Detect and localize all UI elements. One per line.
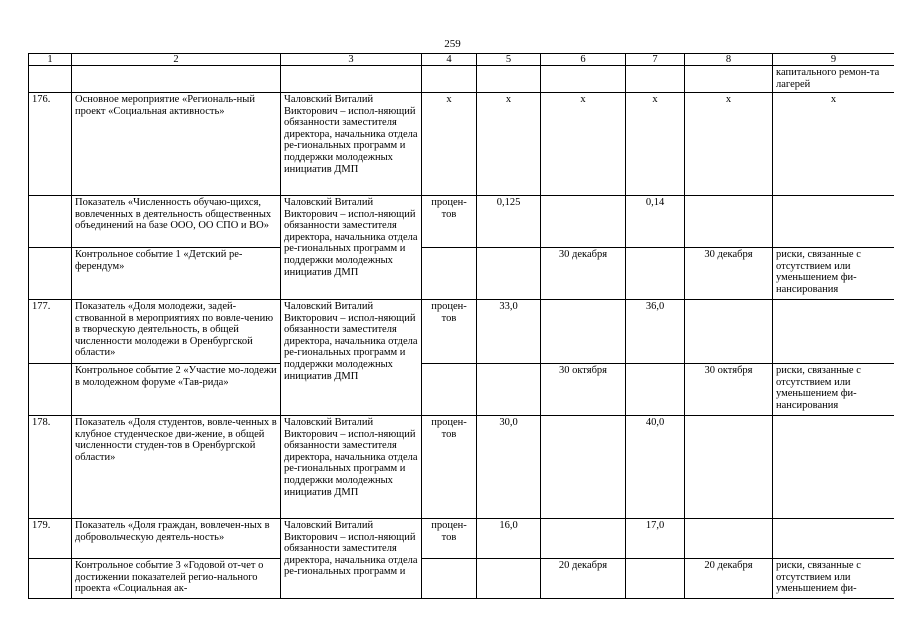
responsible-cell: Чаловский Виталий Викторович – испол-няющий обязанности заместителя директора, начальника отдела ре-гиональных программ и поддержки молодежных инициатив ДМП [281,416,422,519]
table-row [29,300,895,364]
unit-cell: процен-тов [422,196,477,248]
value-cell: 0,125 [477,196,541,248]
item-name: Основное мероприятие «Региональ-ный проект «Социальная активность» [72,93,281,196]
x-mark: х [626,93,685,196]
col-header-3: 3 [281,54,422,66]
item-name: Показатель «Доля студентов, вовле-ченных в клубное студенческое дви-жение, в общей численности студен-тов в Оренбургской области» [72,416,281,519]
table-row [29,66,895,93]
column-number-row [29,54,895,66]
date-cell: 20 декабря [541,559,626,599]
table-row [29,248,895,300]
date-cell: 30 октября [685,364,773,416]
date-cell: 20 декабря [685,559,773,599]
unit-cell: процен-тов [422,416,477,519]
value-cell: 40,0 [626,416,685,519]
date-cell: 30 декабря [541,248,626,300]
item-name: Контрольное событие 3 «Годовой от-чет о достижении показателей регио-нального проекта «Социальная ак- [72,559,281,599]
row-number: 176. [29,93,72,196]
col-header-1: 1 [29,54,72,66]
unit-cell: процен-тов [422,519,477,559]
col-header-6: 6 [541,54,626,66]
row-number: 177. [29,300,72,364]
row-number: 178. [29,416,72,519]
col-header-4: 4 [422,54,477,66]
col-header-7: 7 [626,54,685,66]
risk-cell: риски, связанные с отсутствием или уменьшением фи- [773,559,895,599]
responsible-cell: Чаловский Виталий Викторович – испол-няющий обязанности заместителя директора, начальника отдела ре-гиональных программ и [281,519,422,599]
x-mark: х [541,93,626,196]
item-name: Показатель «Численность обучаю-щихся, вовлеченных в деятельность общественных объединений на базе ООО, ОО СПО и ВО» [72,196,281,248]
x-mark: х [477,93,541,196]
value-cell: 17,0 [626,519,685,559]
plan-table-wrapper [28,53,894,599]
risk-cell: риски, связанные с отсутствием или уменьшением фи-нансирования [773,364,895,416]
x-mark: х [685,93,773,196]
item-name: Контрольное событие 1 «Детский ре-ферендум» [72,248,281,300]
date-cell: 30 октября [541,364,626,416]
col-header-8: 8 [685,54,773,66]
item-name: Показатель «Доля граждан, вовлечен-ных в добровольческую деятель-ность» [72,519,281,559]
table-row [29,93,895,196]
value-cell: 36,0 [626,300,685,364]
unit-cell: процен-тов [422,300,477,364]
table-row [29,559,895,599]
table-row [29,416,895,519]
x-mark: х [773,93,895,196]
value-cell: 0,14 [626,196,685,248]
item-name: Показатель «Доля молодежи, задей-ствованной в мероприятиях по вовле-чению в творческую деятельность, в общей численности молодежи в Оренбургской области» [72,300,281,364]
col-header-2: 2 [72,54,281,66]
col-header-9: 9 [773,54,895,66]
responsible-cell: Чаловский Виталий Викторович – испол-няющий обязанности заместителя директора, начальника отдела ре-гиональных программ и поддержки молодежных инициатив ДМП [281,93,422,196]
responsible-cell: Чаловский Виталий Викторович – испол-няющий обязанности заместителя директора, начальника отдела ре-гиональных программ и поддержки молодежных инициатив ДМП [281,300,422,416]
x-mark: х [422,93,477,196]
row-number: 179. [29,519,72,559]
plan-table [28,53,894,599]
item-name: Контрольное событие 2 «Участие мо-лодежи в молодежном форуме «Тав-рида» [72,364,281,416]
value-cell: 33,0 [477,300,541,364]
responsible-cell: Чаловский Виталий Викторович – испол-няющий обязанности заместителя директора, начальника отдела ре-гиональных программ и поддержки молодежных инициатив ДМП [281,196,422,300]
table-row [29,519,895,559]
value-cell: 16,0 [477,519,541,559]
value-cell: 30,0 [477,416,541,519]
date-cell: 30 декабря [685,248,773,300]
risk-cell: риски, связанные с отсутствием или уменьшением фи-нансирования [773,248,895,300]
col-header-5: 5 [477,54,541,66]
table-row [29,364,895,416]
page-number: 259 [444,38,461,50]
risk-cell: капитального ремон-та лагерей [773,66,895,93]
table-row [29,196,895,248]
